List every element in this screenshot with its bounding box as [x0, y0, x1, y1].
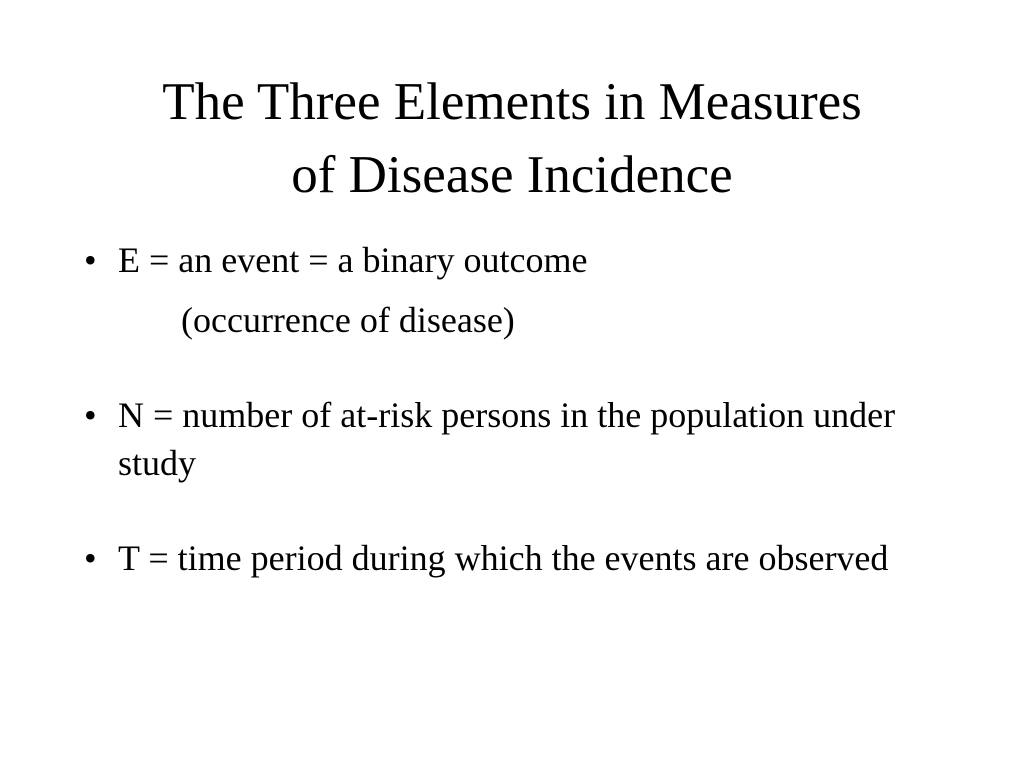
bullet-item-time	[84, 534, 964, 582]
bullet-text-population: N = number of at-risk persons in the population under study	[118, 395, 896, 483]
bullet-text-event: E = an event = a binary outcome	[118, 240, 588, 280]
slide-title-line-2: of Disease Incidence	[291, 146, 733, 204]
slide-title-line-1: The Three Elements in Measures	[162, 73, 862, 131]
bullet-item-event	[84, 236, 964, 344]
bullet-marker: •	[84, 538, 97, 578]
bullet-continuation-event: (occurrence of disease)	[181, 300, 515, 340]
bullet-text-time: T = time period during which the events are observed	[118, 538, 889, 578]
bullet-list	[84, 236, 964, 582]
bullet-marker: •	[84, 395, 97, 435]
bullet-marker: •	[84, 240, 97, 280]
bullet-item-population	[84, 391, 964, 487]
slide-title	[60, 66, 964, 212]
